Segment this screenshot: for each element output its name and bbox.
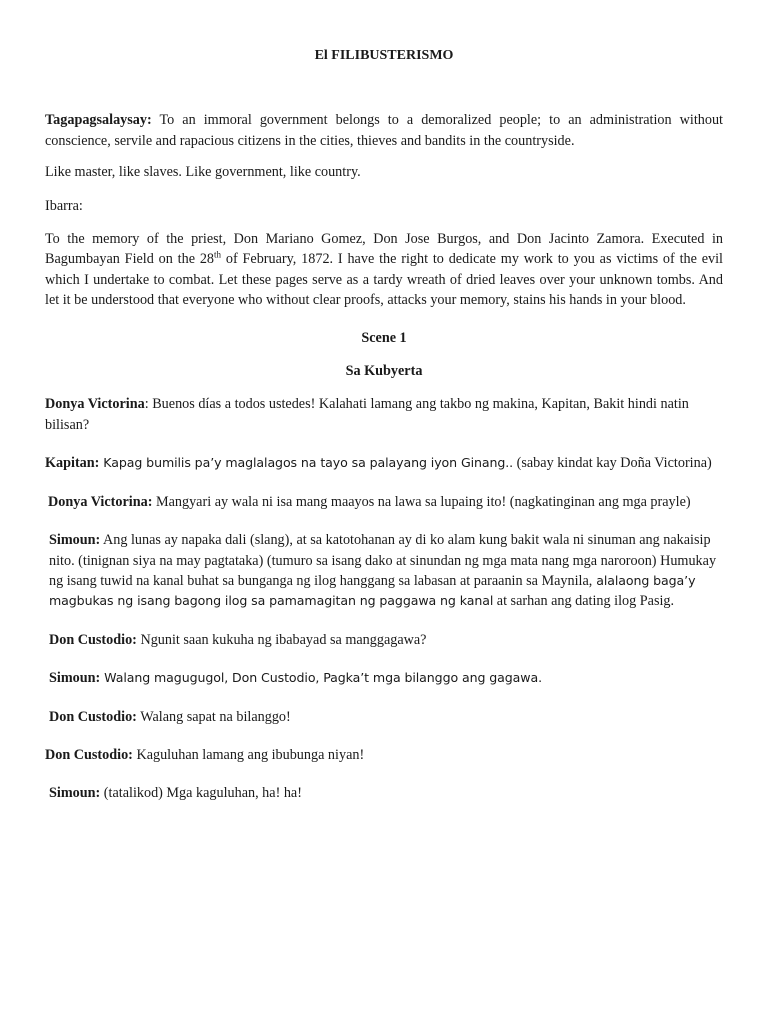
dialogue-speaker: Donya Victorina:	[48, 493, 153, 510]
dedication-text-part1: To the memory of the priest, Don Mariano Gomez, Don Jose Burgos, and Don Jacinto Zamora. Executed in Bagumbayan Field on the 28	[45, 231, 723, 268]
dialogue-speaker: Don Custodio:	[49, 708, 137, 725]
dialogue-text-sans: Walang magugugol, Don Custodio, Pagka’t mga bilanggo ang gagawa.	[100, 670, 543, 686]
dialogue-speaker: Simoun:	[49, 670, 101, 687]
dialogue-line-victorina-1	[45, 394, 723, 435]
dialogue-line-victorina-2	[45, 492, 723, 512]
dialogue-text: (sabay kindat kay Doña Victorina)	[513, 455, 712, 472]
dialogue-speaker: Don Custodio:	[45, 746, 133, 763]
narrator-paragraph	[45, 110, 723, 151]
dialogue-text: Kaguluhan lamang ang ibubunga niyan!	[132, 746, 365, 763]
document-body	[45, 46, 723, 817]
dialogue-text: Mangyari ay wala ni isa mang maayos na lawa sa lupaing ito! (nagkatinginan ang mga prayle)	[152, 493, 691, 510]
narrator-text: To an immoral government belongs to a demoralized people; to an administration without conscience, servile and rapacious citizens in the cities, thieves and bandits in the countryside.	[45, 112, 723, 149]
dialogue-line-custodio-1	[45, 630, 723, 650]
narrator-speaker: Tagapagsalaysay:	[45, 112, 152, 129]
dedication-ordinal-suffix: th	[214, 249, 222, 260]
dialogue-text-end: at sarhan ang dating ilog Pasig.	[493, 593, 675, 610]
dialogue-line-custodio-2	[45, 707, 723, 727]
scene-heading: Scene 1	[361, 329, 407, 346]
document-title: El FILIBUSTERISMO	[314, 48, 454, 63]
dialogue-line-simoun-2	[45, 668, 723, 688]
dialogue-text: (tatalikod) Mga kaguluhan, ha! ha!	[100, 785, 302, 802]
dialogue-text: Ngunit saan kukuha ng ibabayad sa manggagawa?	[136, 631, 427, 648]
dialogue-line-kapitan	[45, 453, 723, 473]
dialogue-text: Walang sapat na bilanggo!	[136, 708, 291, 725]
dialogue-speaker: Kapitan:	[45, 455, 100, 472]
dialogue-text: Buenos días a todos ustedes! Kalahati lamang ang takbo ng makina, Kapitan, Bakit hindi natin bilisan?	[45, 396, 689, 433]
dialogue-text: Ang lunas ay napaka dali (slang), at sa katotohanan ay di ko alam kung bakit wala ni sinuman ang nakaisip nito. (tinignan siya na may pagtataka) (tumuro sa isang dako at sinundan ng mga mata nang mga naroroon) Humukay ng isang tuwid na kanal buhat sa bunganga ng ilog hanggang sa labasan at paraanin sa Maynila,	[49, 532, 717, 589]
dialogue-speaker: Simoun:	[49, 532, 101, 549]
dialogue-speaker: Don Custodio:	[49, 631, 137, 648]
dialogue-line-simoun-3	[45, 783, 723, 803]
dedication-text-part2: of February, 1872. I have the right to dedicate my work to you as victims of the evil which I undertake to combat. Let these pages serve as a tardy wreath of dried leaves over your unknown tombs. And let it be understood that everyone who without clear proofs, attacks your memory, stains his hands in your blood.	[45, 251, 723, 309]
dialogue-text-sans: Kapag bumilis pa’y maglalagos na tayo sa palayang iyon Ginang..	[99, 455, 514, 471]
ibarra-label: Ibarra:	[45, 197, 83, 214]
scene-title: Sa Kubyerta	[345, 363, 423, 380]
dialogue-separator: :	[144, 396, 149, 413]
proverb-line: Like master, like slaves. Like government, like country.	[45, 164, 361, 181]
dialogue-text-sans: alalaong baga’y magbukas ng isang bagong ilog sa pamamagitan ng paggawa ng kanal	[49, 572, 696, 609]
dedication-paragraph	[45, 229, 723, 311]
dialogue-line-simoun-1	[45, 530, 723, 612]
dialogue-line-custodio-3	[45, 745, 723, 765]
dialogue-speaker: Donya Victorina	[45, 396, 145, 413]
dialogue-speaker: Simoun:	[49, 785, 101, 802]
